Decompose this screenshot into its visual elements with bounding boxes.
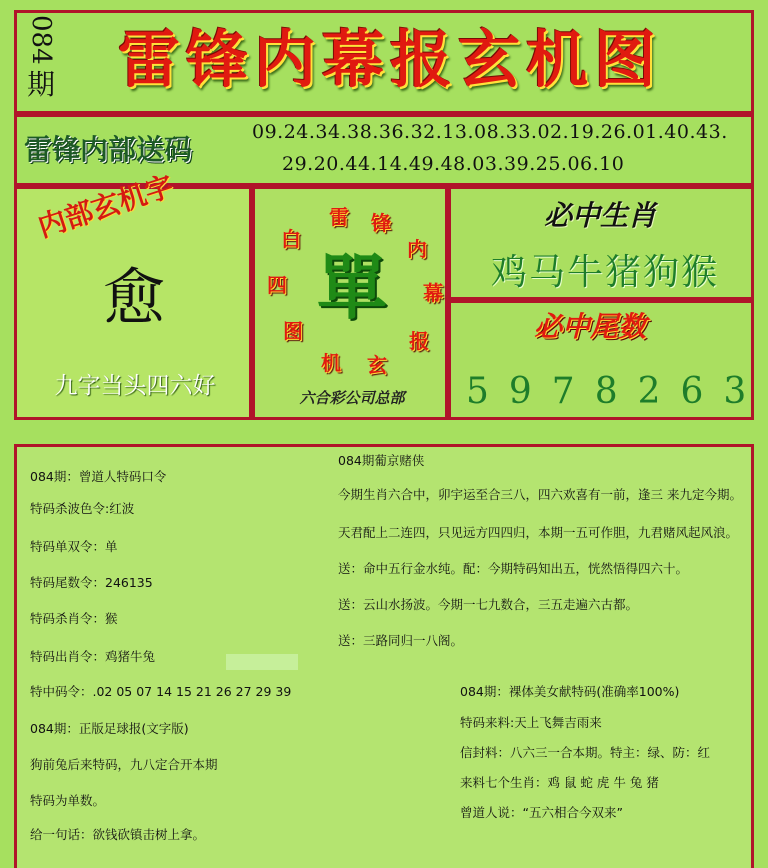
right2-line: 来料七个生肖：鸡 鼠 蛇 虎 牛 兔 猪: [460, 775, 659, 790]
ring-char: 机: [321, 351, 341, 375]
right-line: 送：三路同归一八阁。: [338, 633, 464, 648]
ring-char: 图: [283, 319, 303, 343]
mystery-char: 愈: [102, 261, 165, 334]
ring-char: 幕: [423, 281, 443, 305]
ring-char: 雷: [329, 205, 349, 229]
left-line: 084期：正版足球报(文字版): [30, 721, 189, 736]
right-line: 今期生肖六合中，卯宇运至合三八，四六欢喜有一前，逢三 来九定今期。: [338, 487, 742, 502]
right2-line: 信封料：八六三一合本期。特主：绿、防：红: [460, 745, 711, 760]
page-title: 雷锋内幕报玄机图: [117, 23, 662, 96]
ring-char: 四: [267, 273, 287, 297]
codes-line-2: 29.20.44.14.49.48.03.39.25.06.10: [282, 153, 625, 175]
left-line: 特码杀肖令：猴: [30, 611, 118, 626]
company-label: 六合彩公司总部: [299, 389, 405, 407]
codes-line-1: 09.24.34.38.36.32.13.08.33.02.19.26.01.40.43.: [252, 121, 728, 143]
issue-suffix: 期: [26, 68, 55, 101]
right2-line: 特码来料:天上飞舞吉雨来: [460, 715, 602, 730]
ring-char: 玄: [367, 353, 387, 377]
center-big-char: 單: [317, 246, 387, 329]
left-line: 特码出肖令：鸡猪牛兔: [30, 649, 156, 664]
right2-line: 曾道人说：“五六相合今双来”: [460, 805, 623, 820]
left-panel-phrase: 九字当头四六好: [54, 373, 216, 399]
left-line: 特码杀波色令:红波: [30, 501, 135, 516]
left-line: 给一句话：欲钱砍镇击树上拿。: [30, 827, 206, 842]
ring-char: 内: [407, 237, 427, 261]
ring-char: 锋: [371, 211, 391, 235]
right-title: 084期葡京赌侠: [338, 453, 425, 468]
zodiac-label: 必中生肖: [543, 199, 656, 232]
ring-char: 报: [409, 329, 429, 353]
left-line: 狗前兔后来特码，九八定合开本期: [30, 757, 218, 772]
right-line: 送：命中五行金水纯。配：今期特码知出五，恍然悟得四六十。: [338, 561, 689, 576]
left-line: 特码单双令：单: [30, 539, 118, 554]
codes-label: 雷锋内部送码: [24, 133, 193, 166]
tail-label: 必中尾数: [533, 310, 646, 343]
issue-number-digits: 084: [26, 15, 56, 65]
right-line: 天君配上二连四，只见远方四四归，本期一五可作胆，九君赌风起风浪。: [338, 525, 739, 540]
right2-line: 084期：裸体美女献特码(准确率100%): [460, 684, 680, 699]
left-line: 特码尾数令：246135: [30, 575, 153, 590]
right-line: 送：云山水扬波。今期一七九数合，三五走遍六古都。: [338, 597, 639, 612]
left-line: 特中码令：.02 05 07 14 15 21 26 27 29 39: [30, 684, 292, 699]
tail-digits: 5978263: [466, 371, 766, 412]
left-line: 084期：曾道人特码口令: [30, 469, 167, 484]
left-line: 特码为单数。: [30, 793, 106, 808]
ring-char: 白: [281, 227, 301, 251]
left-panel-label: 内部玄机字: [34, 169, 178, 244]
issue-number: [22, 12, 60, 114]
smudge: [226, 654, 298, 670]
zodiac-list: 鸡马牛猪狗猴: [490, 252, 719, 293]
